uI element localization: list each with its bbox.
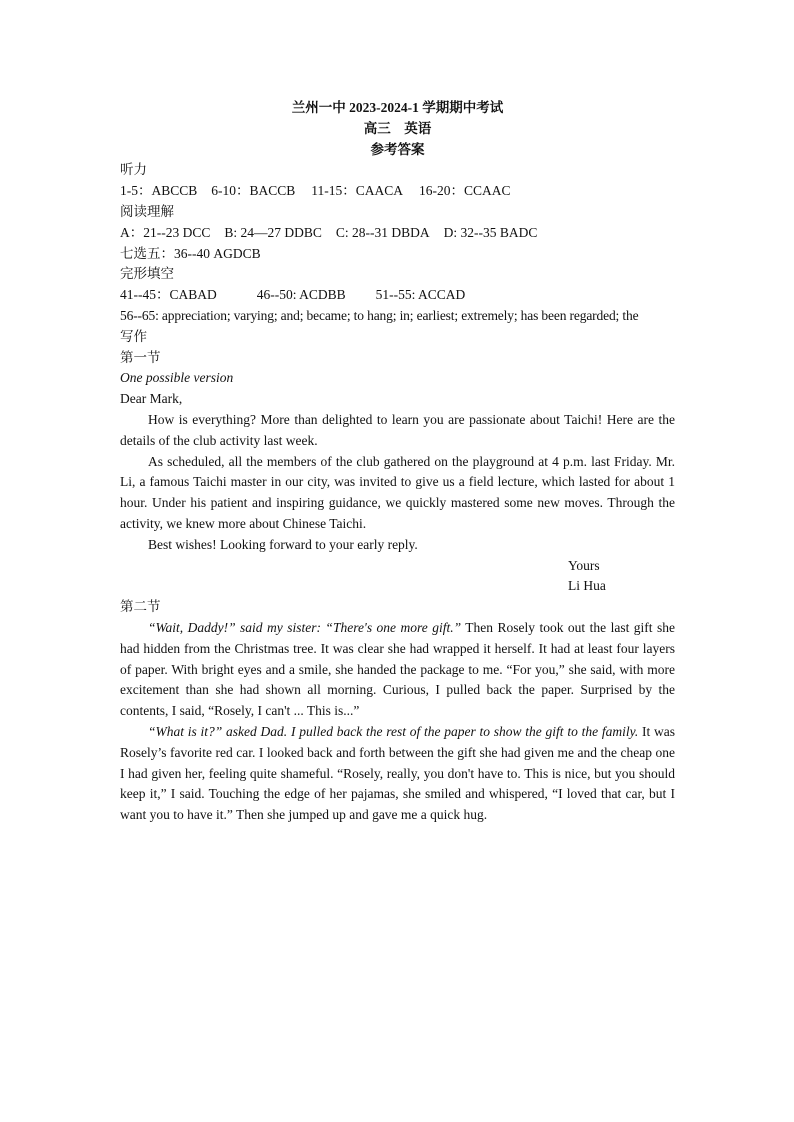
listening-heading: 听力 bbox=[120, 162, 147, 178]
cloze-answer: 46--50: ACDBB bbox=[256, 287, 346, 303]
seven-choose-five-answers: 七选五：36--40 AGDCB bbox=[120, 245, 261, 261]
version-label: One possible version bbox=[120, 370, 234, 386]
section2-heading: 第二节 bbox=[120, 599, 161, 615]
cloze-answer: 51--55: ACCAD bbox=[375, 287, 466, 303]
letter-closing: Yours bbox=[568, 557, 600, 573]
continuation-paragraph bbox=[120, 722, 675, 826]
letter-signature: Li Hua bbox=[568, 578, 606, 594]
reading-answers bbox=[120, 223, 675, 244]
letter-paragraph: Best wishes! Looking forward to your early reply. bbox=[148, 536, 418, 552]
reading-answer: B: 24—27 DDBC bbox=[224, 224, 322, 240]
section1-heading: 第一节 bbox=[120, 349, 161, 365]
reading-answer: C: 28--31 DBDA bbox=[335, 224, 430, 240]
given-opening-sentence: “Wait, Daddy!” said my sister: “There's one more gift.” bbox=[148, 619, 462, 635]
grammar-fill-answers: 56--65: appreciation; varying; and; became; to hang; in; earliest; extremely; has been regarded; the bbox=[120, 307, 639, 323]
cloze-heading: 完形填空 bbox=[120, 266, 174, 282]
writing-heading: 写作 bbox=[120, 328, 147, 344]
document-type: 参考答案 bbox=[370, 141, 425, 157]
reading-heading: 阅读理解 bbox=[120, 203, 174, 219]
continuation-paragraph bbox=[120, 618, 675, 722]
letter-greeting: Dear Mark, bbox=[120, 391, 183, 407]
listening-answer: 16-20：CCAAC bbox=[419, 183, 511, 199]
continuation-text: It was Rosely’s favorite red car. I looked back and forth between the gift she had given me and the cheap one I had given her, feeling quite shameful. “Rosely, really, you don't have to. This is nice, but you should keep it,” I said. Touching the edge of her pajamas, she smiled and whispered, “I loved that car, but I want you to have it.” Then she jumped up and gave me a quick hug. bbox=[120, 723, 675, 823]
listening-answer: 1-5：ABCCB bbox=[120, 183, 198, 199]
cloze-answer: 41--45：CABAD bbox=[120, 287, 217, 303]
answer-key-page bbox=[120, 98, 675, 826]
reading-answer: D: 32--35 BADC bbox=[443, 224, 538, 240]
letter-paragraph: How is everything? More than delighted to learn you are passionate about Taichi! Here are the details of the club activity last week. bbox=[120, 411, 675, 448]
cloze-answers bbox=[120, 285, 675, 306]
reading-answer: A：21--23 DCC bbox=[120, 224, 211, 240]
listening-answer: 11-15：CAACA bbox=[311, 183, 404, 199]
exam-title: 兰州一中 2023-2024-1 学期期中考试 bbox=[291, 100, 504, 115]
given-opening-sentence: “What is it?” asked Dad. I pulled back the rest of the paper to show the gift to the family. bbox=[148, 723, 639, 739]
listening-answer: 6-10：BACCB bbox=[211, 183, 296, 199]
exam-subtitle: 高三 英语 bbox=[363, 120, 432, 136]
listening-answers bbox=[120, 181, 675, 202]
continuation-text: Then Rosely took out the last gift she had hidden from the Christmas tree. It was clear she had wrapped it herself. It had at least four layers of paper. With bright eyes and a smile, she handed the package to me. “For you,” she said, with more excitement than she had shown all morning. Curious, I pulled back the paper. Surprised by the contents, I said, “Rosely, I can't ... This is...” bbox=[120, 619, 675, 719]
letter-paragraph: As scheduled, all the members of the club gathered on the playground at 4 p.m. last Friday. Mr. Li, a famous Taichi master in our city, was invited to give us a field lecture, which lasted for about 1 hour. Under his patient and inspiring guidance, we quickly mastered some new moves. Through the activity, we knew more about Chinese Taichi. bbox=[120, 453, 675, 531]
